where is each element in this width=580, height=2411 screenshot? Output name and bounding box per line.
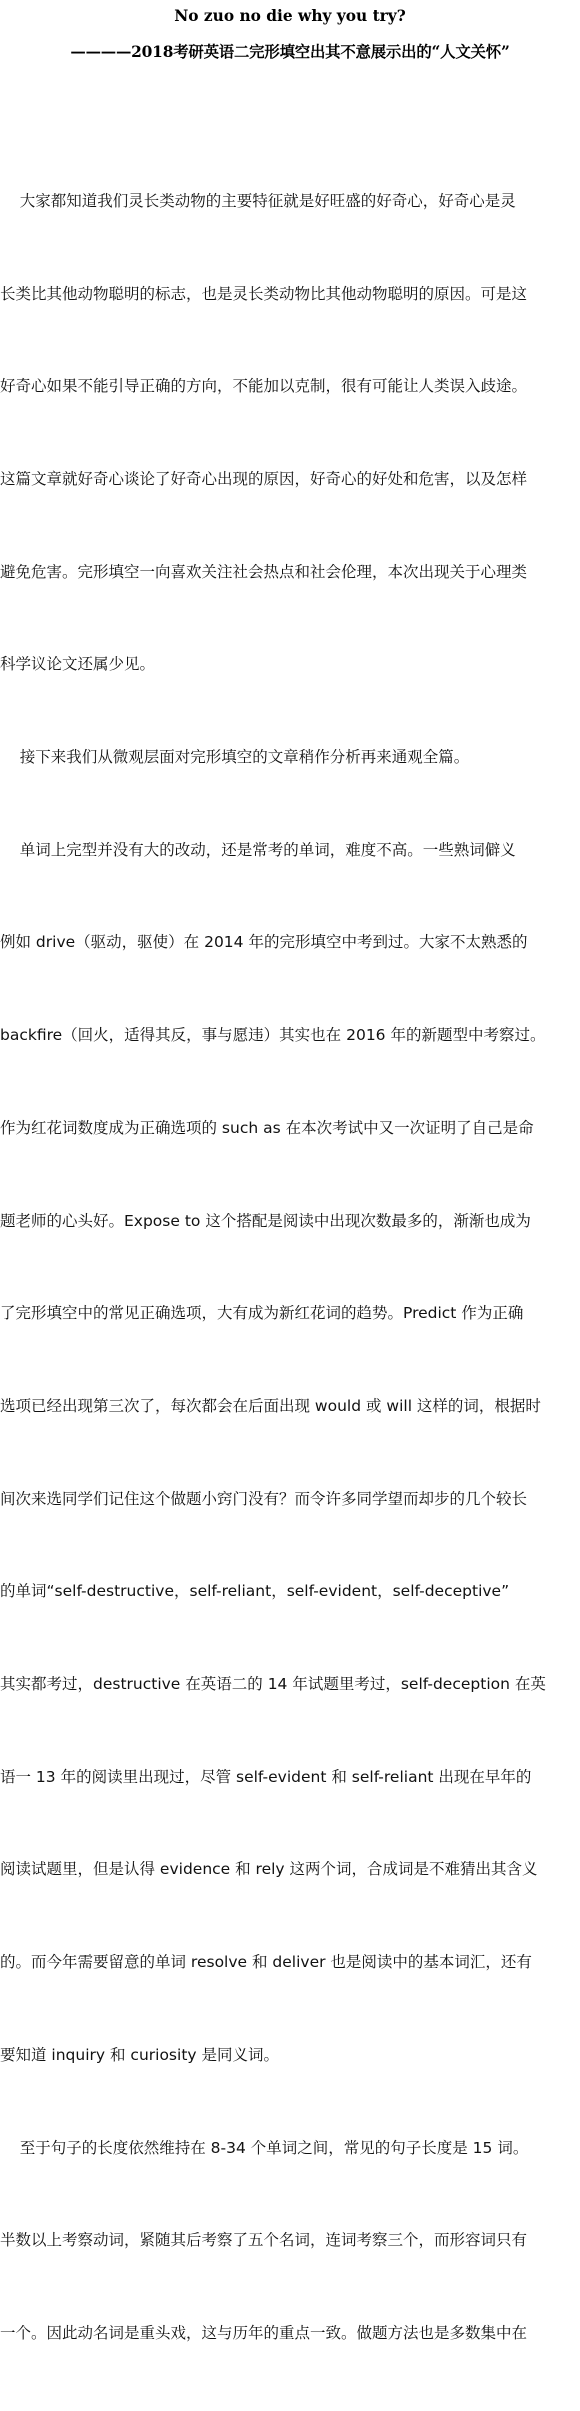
paragraph-line: 这篇文章就好奇心谈论了好奇心出现的原因，好奇心的好处和危害，以及怎样: [0, 469, 528, 488]
paragraph-line: 单词上完型并没有大的改动，还是常考的单词，难度不高。一些熟词僻义: [0, 840, 516, 859]
paragraph-line: 间次来选同学们记住这个做题小窍门没有？而令许多同学望而却步的几个较长: [0, 1489, 528, 1508]
paragraph-line: 阅读试题里，但是认得 evidence 和 rely 这两个词，合成词是不难猜出其含义: [0, 1860, 538, 1879]
paragraph-line: 半数以上考察动词，紧随其后考察了五个名词，连词考察三个，而形容词只有: [0, 2231, 528, 2250]
paragraph-line: 一个。因此动名词是重头戏，这与历年的重点一致。做题方法也是多数集中在: [0, 2323, 528, 2342]
paragraph-line: 接下来我们从微观层面对完形填空的文章稍作分析再来通观全篇。: [0, 748, 470, 767]
paragraph-line: 其实都考过，destructive 在英语二的 14 年试题里考过，self-deception 在英: [0, 1675, 546, 1694]
document-title: No zuo no die why you try?: [174, 6, 406, 25]
paragraph-line: 长类比其他动物聪明的标志，也是灵长类动物比其他动物聪明的原因。可是这: [0, 284, 528, 303]
paragraph-line: 例如 drive（驱动，驱使）在 2014 年的完形填空中考到过。大家不太熟悉的: [0, 933, 528, 952]
paragraph-line: 选项已经出现第三次了，每次都会在后面出现 would 或 will 这样的词，根据时: [0, 1396, 541, 1415]
paragraph-line: 要知道 inquiry 和 curiosity 是同义词。: [0, 2045, 279, 2064]
paragraph-line: 题老师的心头好。Expose to 这个搭配是阅读中出现次数最多的，渐渐也成为: [0, 1211, 531, 1230]
paragraph-line: 至于句子的长度依然维持在 8-34 个单词之间，常见的句子长度是 15 词。: [0, 2138, 529, 2157]
paragraph-line: 了完形填空中的常见正确选项，大有成为新红花词的趋势。Predict 作为正确: [0, 1304, 524, 1323]
paragraph-line: 的单词“self-destructive，self-reliant，self-evident，self-deceptive”: [0, 1582, 510, 1601]
article-body: [0, 124, 580, 2411]
paragraph-line: 科学议论文还属少见。: [0, 655, 156, 674]
paragraph-line: 好奇心如果不能引导正确的方向，不能加以克制，很有可能让人类误入歧途。: [0, 377, 528, 396]
paragraph-line: 作为红花词数度成为正确选项的 such as 在本次考试中又一次证明了自己是命: [0, 1118, 534, 1137]
paragraph-line: 避免危害。完形填空一向喜欢关注社会热点和社会伦理，本次出现关于心理类: [0, 562, 528, 581]
paragraph-line: 的。而今年需要留意的单词 resolve 和 deliver 也是阅读中的基本词汇，还有: [0, 1953, 532, 1972]
paragraph-line: 语一 13 年的阅读里出现过，尽管 self-evident 和 self-reliant 出现在早年的: [0, 1767, 532, 1786]
paragraph-line: backfire（回火，适得其反，事与愿违）其实也在 2016 年的新题型中考察过。: [0, 1026, 546, 1045]
document-subtitle: ————2018考研英语二完形填空出其不意展示出的“人文关怀”: [70, 42, 510, 61]
paragraph-line: 大家都知道我们灵长类动物的主要特征就是好旺盛的好奇心，好奇心是灵: [0, 191, 516, 210]
